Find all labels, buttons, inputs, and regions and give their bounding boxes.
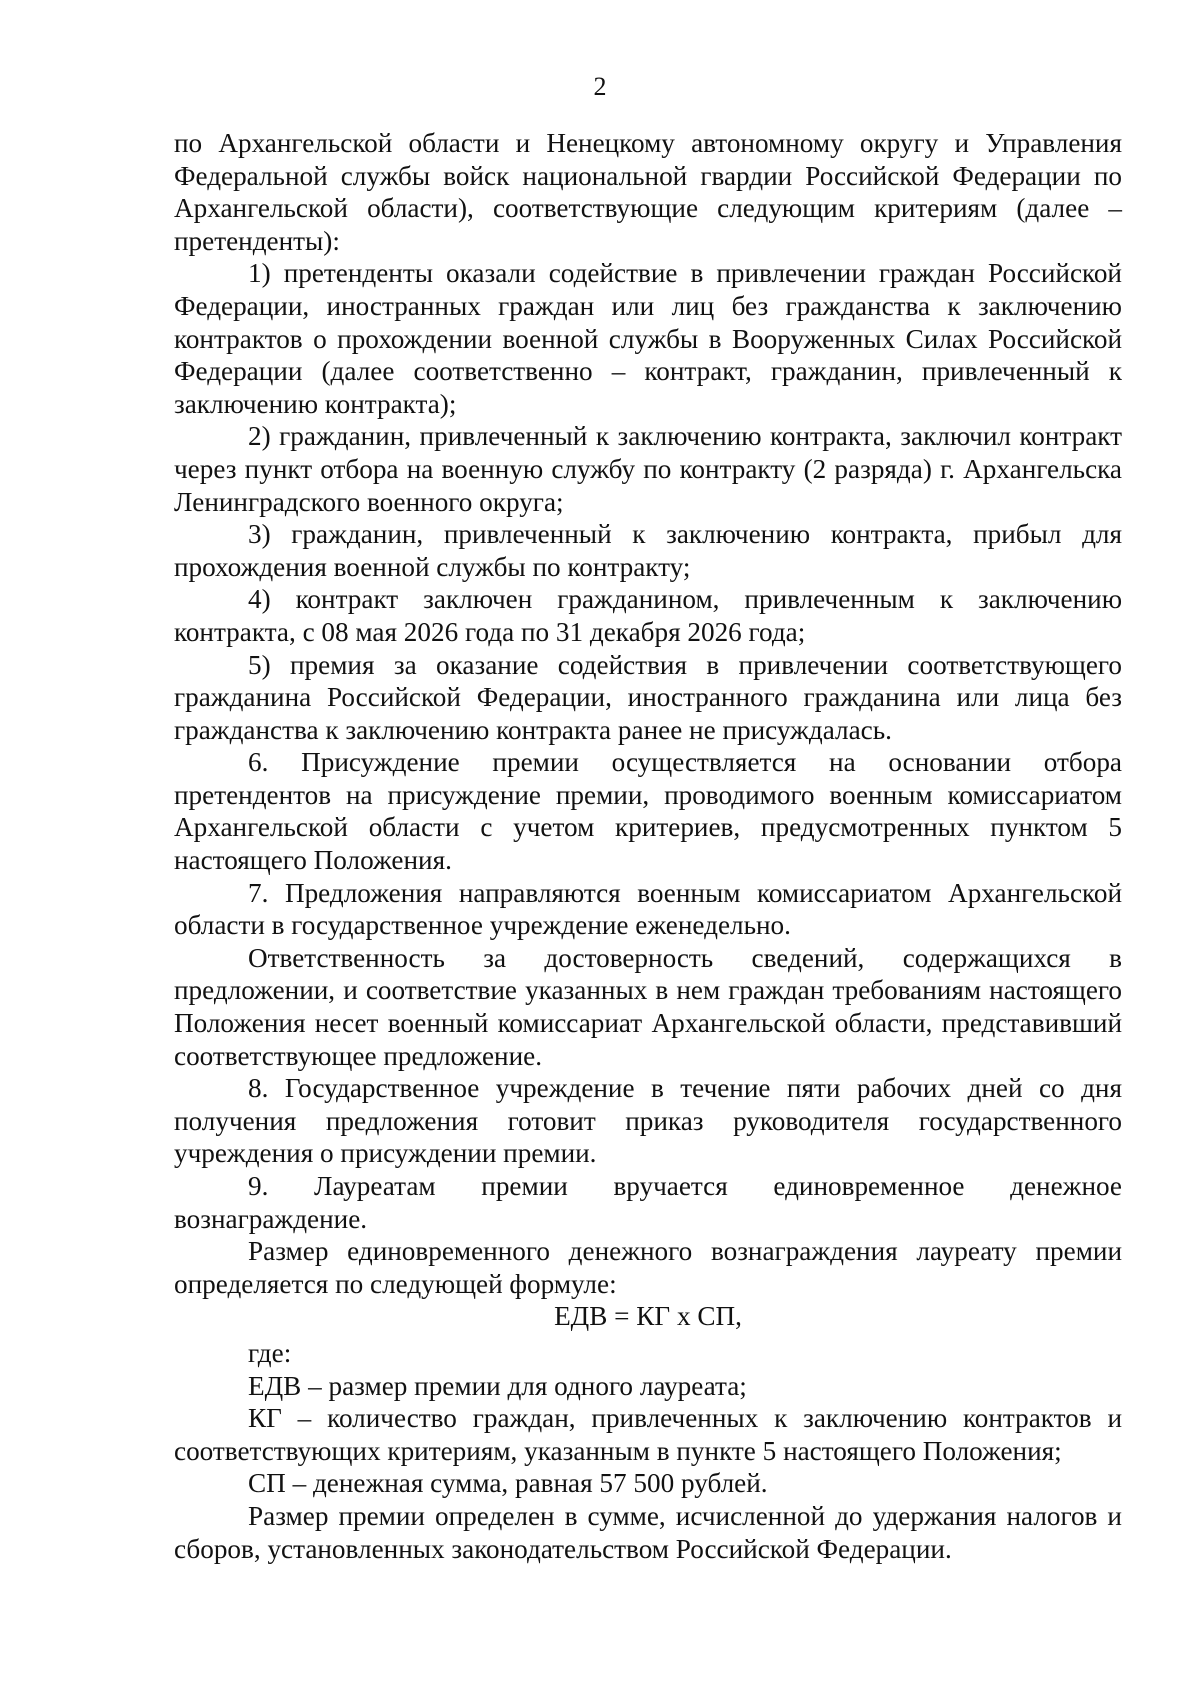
clause-8: 8. Государственное учреждение в течение пяти рабочих дней со дня получения предложения готовит приказ руководителя государственного учреждения о присуждении премии. — [174, 1073, 1122, 1169]
formula-intro: Размер единовременного денежного вознаграждения лауреату премии определяется по следующей формуле: — [174, 1236, 1122, 1299]
definition-edv: ЕДВ – размер премии для одного лауреата; — [248, 1370, 747, 1401]
clause-6: 6. Присуждение премии осуществляется на основании отбора претендентов на присуждение премии, проводимого военным комиссариатом Архангельской области с учетом критериев, предусмотренных пунктом 5 настоящего Положения. — [174, 747, 1122, 876]
document-body — [174, 127, 1122, 1565]
criterion-1: 1) претенденты оказали содействие в привлечении граждан Российской Федерации, иностранных граждан или лиц без гражданства к заключению контрактов о прохождении военной службы в Вооруженных Силах Российской Федерации (далее соответственно – контракт, гражданин, привлеченный к заключению контракта); — [174, 258, 1122, 419]
premium-amount-note: Размер премии определен в сумме, исчисленной до удержания налогов и сборов, установленных законодательством Российской Федерации. — [174, 1500, 1122, 1564]
formula-where: где: — [248, 1337, 292, 1368]
clause-9: 9. Лауреатам премии вручается единовременное денежное вознаграждение. — [174, 1171, 1122, 1234]
criterion-5: 5) премия за оказание содействия в привлечении соответствующего гражданина Российской Федерации, иностранного гражданина или лица без гражданства к заключению контракта ранее не присуждалась. — [174, 649, 1122, 745]
paragraph-continuation: по Архангельской области и Ненецкому автономному округу и Управления Федеральной службы войск национальной гвардии Российской Федерации по Архангельской области), соответствующие следующим критериям (далее – претенденты): — [174, 128, 1122, 256]
criterion-3: 3) гражданин, привлеченный к заключению контракта, прибыл для прохождения военной службы по контракту; — [174, 519, 1122, 582]
clause-7: 7. Предложения направляются военным комиссариатом Архангельской области в государственное учреждение еженедельно. — [174, 877, 1122, 941]
definition-kg: КГ – количество граждан, привлеченных к заключению контрактов и соответствующих критериям, указанным в пункте 5 настоящего Положения; — [174, 1403, 1122, 1466]
responsibility-paragraph: Ответственность за достоверность сведений, содержащихся в предложении, и соответствие указанных в нем граждан требованиям настоящего Положения несет военный комиссариат Архангельской области, представивший соответствующее предложение. — [174, 942, 1122, 1071]
criterion-4: 4) контракт заключен гражданином, привлеченным к заключению контракта, с 08 мая 2026 года по 31 декабря 2026 года; — [174, 584, 1122, 647]
definition-sp: СП – денежная сумма, равная 57 500 рублей. — [248, 1468, 768, 1499]
page-number: 2 — [593, 72, 607, 101]
criterion-2: 2) гражданин, привлеченный к заключению контракта, заключил контракт через пункт отбора на военную службу по контракту (2 разряда) г. Архангельска Ленинградского военного округа; — [174, 421, 1122, 517]
formula: ЕДВ = КГ х СП, — [554, 1301, 742, 1332]
